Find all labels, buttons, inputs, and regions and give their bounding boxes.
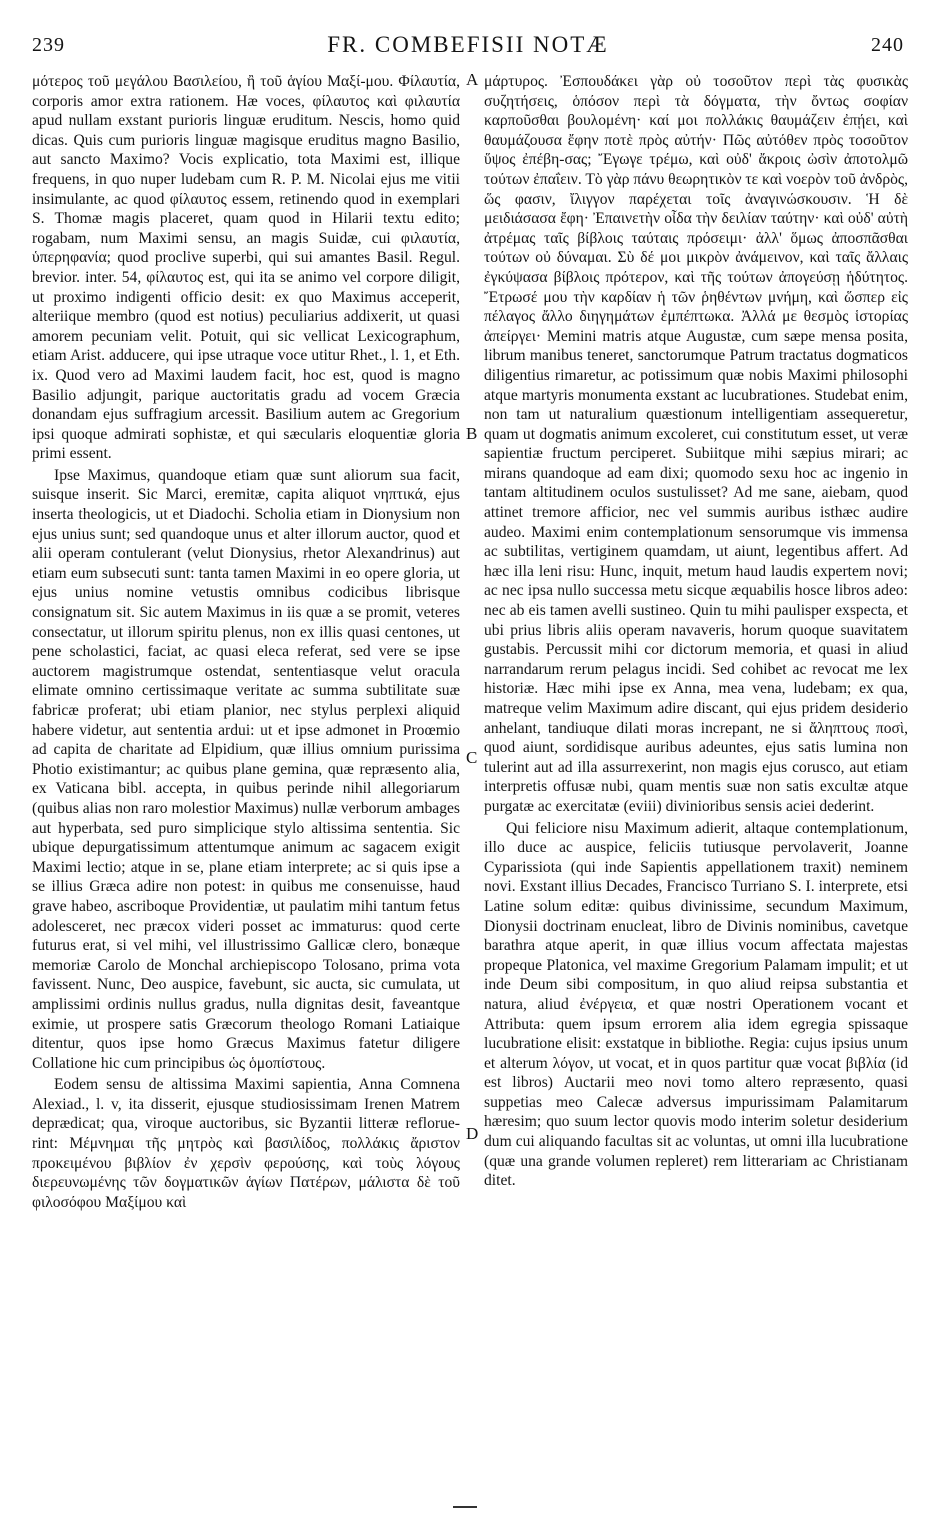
left-column (32, 72, 460, 1482)
margin-letter-a: A (466, 70, 479, 89)
page-number-right: 240 (871, 34, 904, 56)
margin-letter-c: C (466, 748, 478, 767)
left-paragraph: Eodem sensu de altissima Maximi sapientia, Anna Comnena Alexiad., l. v, ita disserit, ejusque studiosissimam Irenen Matrem deprædicat; qua, viroque auctoribus, sic Byzantii litteræ reflorue-rint: Μέμνημαι τῆς μητρὸς καὶ βασιλίδος, πολλάκις ἄριστον προκειμένου βιβλίον ἐν χερσὶν φερούσης, καὶ τοὺς λόγους διερευνωμένης τῶν δογματικῶν ἁγίων Πατέρων, μάλιστα δὲ τοῦ φιλοσόφου Μαξίμου καὶ (32, 1076, 460, 1211)
right-column (484, 72, 908, 1482)
right-paragraph: Qui feliciore nisu Maximum adierit, altaque contemplationum, illo duce ac auspice, feliciis tutiusque pervolaverit, Joanne Cyparissiota (qui inde Sapientis appellationem traxit) neminem novi. Exstant illius Decades, Francisco Turriano S. I. interprete, etsi Latine solum editæ: quibus divinissime, secundum Maximum, Dionysii doctrinam enucleat, libro de Divinis nominibus, cavetque barathra atque aperit, in quæ illius vocum affectata majestas propeque Platonica, vel maxime Gregorium Palamam impulit; et ut inde Deum sibi compositum, in quo aliud reipsa substantia et natura, aliud ἐνέργεια, et quæ nostri Operationem vocant et Attributa: quem ipsum errorem alia idem egregia spissaque lucubratione elisit: exstatque in bibliothe. Regia: cujus ipsius unum et alterum λόγον, ut vocat, et in quos partitur quæ vocat βιβλία (id est libros) Auctarii meo novi tomo altero repræsento, quasi suppetias meo Calecæ adversus impurissimam Palamitarum hæresim; quo suum lector quovis modo interim soletur desiderium dum cui aliquando facultas sit ac voluntas, ut omni illa lucubratione (quæ una grande volumen repleret) rem litterariam ac Christianam ditet. (484, 819, 908, 1190)
running-title: FR. COMBEFISII NOTÆ (327, 32, 609, 57)
right-paragraph: μάρτυρος. Ἐσπουδάκει γὰρ οὐ τοσοῦτον περὶ τὰς φυσικὰς συζητήσεις, ὁπόσον περὶ τὰ δόγματα, τὴν ὄντως σοφίαν καρποῦσθαι βουλομένη· καί μοι πολλάκις θαυμάζειν ἐπῄει, καὶ θαυμάζουσα ἔφην ποτὲ πρὸς αὐτήν· Πῶς αὐτόθεν πρὸς τοσοῦτον ὕψος ἐπέβη-σας; Ἔγωγε τρέμω, καὶ οὐδ' ἄκροις ὠσὶν ἀποτολμῶ τούτων ἐπαΐειν. Τὸ γὰρ πάνυ θεωρητικὸν τε καὶ νοερὸν τοῦ ἀνδρὸς, ὥς φασιν, ἴλιγγον παρέχεται τοῖς ἀναγινώσκουσιν. Ἡ δὲ μειδιάσασα ἔφη· Ἐπαινετὴν οἶδα τὴν δειλίαν ταύτην· καὶ οὐδ' αὐτὴ ἀτρέμας ταῖς βίβλοις ταύταις πρόσειμι· ἀλλ' ὅμως ἀποσπᾶσθαι τούτων οὐ δύναμαι. Σὺ δέ μοι μικρὸν ἀνάμεινον, καὶ ταῖς ἄλλαις ἐγκύψασα βίβλοις πρότερον, καὶ τῆς τούτων ἀπογεύσῃ ἡδύτητος. Ἔτρωσέ μου τὴν καρδίαν ἡ τῶν ῥηθέντων μνήμη, καὶ ὥσπερ εἰς πέλαγος ἄλλο διηγημάτων ἐμπέπτωκα. Ἀλλά με θεσμὸς ἱστορίας ἀπείργει· Memini matris atque Augustæ, cum sæpe mensa posita, librum manibus teneret, sanctorumque Patrum tractatus dogmaticos diligentius rimaretur, ac potissimum quæ nobis Maximi philosophi atque martyris monumenta exstant ac lucubrationes. Studebat enim, non tam ut naturalium quæstionum intelligentiam assequeretur, quam ut dogmatis animum excoleret, cui constitutum esset, ut veræ sapientiæ fructum perciperet. Subiitque mihi sæpius mirari; ac mirans quandoque ad eam dixi; quomodo sexu hoc ac ingenio in tantam altitudinem oculos sustulisset? Ad me sane, aiebam, quod attinet tremore afficior, nec vel summis auribus isthæc audire audeo. Maximi enim contemplationum sensorumque vis immensa ac subtilitas, vertiginem quamdam, ut aiunt, legentibus affert. Ad hæc illa leni risu: Hunc, inquit, metum haud laudis expertem novi; ac nec ipsa nullo successa metu sicque æquabilis hosce libros adeo: nec ab eis tamen avelli sustineo. Quin tu mihi paulisper exspecta, et ubi prius libris aliis operam navaveris, horum quoque suavitatem gustabis. Percussit mihi cor dictorum memoria, et quasi in aliud narrandarum rerum pelagus incidi. Sed cohibet ac revocat me lex historiæ. Hæc mihi ipse ex Anna, mea vena, ludebam; ex qua, matreque velim Maximum adire discant, qui ejus pridem desiderio anhelant, tandiuque dilati moras increpant, ne si ἄληπτους ποσὶ, quod aiunt, sordidisque auribus adeuntes, ejus satis lumina non tulerint aut ad illa assurrexerint, non magis ejus corusco, aut etiam interpretis offusæ nubi, quam mentis suæ non satis excultæ atque purgatæ ac exercitatæ (eviii) divinioribus sensis aciei dederint. (484, 73, 908, 815)
running-header (32, 30, 904, 66)
margin-letter-b: B (466, 424, 478, 443)
left-paragraph: Ipse Maximus, quandoque etiam quæ sunt aliorum sua facit, suisque inserit. Sic Marci, eremitæ, capita aliquot νηπτικά, ejus inserta theologicis, ut et Diadochi. Scholia etiam in Dionysium non ejus unius sunt; sed quandoque unus et alter illorum auctor, quod et alii operam contulerant (velut Dionysius, rhetor Alexandrinus) aut etiam eum subsecuti sunt: tanta tamen Maximi in eo opere gloria, ut ejus unius nomine vetustis omnibus codicibus librisque consignatum sit. Sic autem Maximus in iis quæ a se promit, veteres consectatur, ut illorum spiritu plenus, non ex illis quasi centones, ut pene scholastici, faciat, ac quasi eleca referat, sed vere se ipse auctorem magistrumque ostendat, sententiasque velut oracula elimate omnino certissimaque veritate ac summa subtilitate suæ fabricæ proferat; ubi etiam planior, nec stylus perplexi aliquid habere videtur, aut sententia ardui: ut et ipse admonet in Proœmio ad capita de charitate ad Elpidium, quæ illius omnium purissima Photio existimantur; ac quibus plane gemina, quæ repræsento alia, ex Vaticana bibl. accepta, in quibus perinde nihil allegoriarum (quibus alias non raro molestior Maximus) nullæ verborum ambages aut hyperbata, sed puro simplicique stylo altissima sententia. Sic ubique depurgatissimum attentumque animum ac sagacem exigit Maximi lectio; atque in se, plane etiam interprete; ac si quis ipse a se illius Græca adire non potest: in quibus me consenuisse, haud grave habeo, ascriboque Providentiæ, ut paulatim mihi tantum fetus adolesceret, nec præcox videri posset ac immaturus: quod certe futurus erat, si vel mihi, vel illustrissimo Gallicæ clero, bonæque memoriæ Carolo de Monchal archiepiscopo Tolosano, prima vota favissent. Nunc, Deo auspice, favebunt, sic aucta, sic cumulata, ut amplissimi ordinis nullus gradus, nulla dignitas desit, faveantque eximie, ut prospere satis Græcorum theologo Romani Latiaique ditentur, quos ipse homo Græcus Maximus fatetur diligere Collatione hic cum principibus ὡς ὁμοπίστους. (32, 466, 460, 1072)
page-number-left: 239 (32, 34, 65, 56)
margin-letter-d: D (466, 1124, 479, 1143)
left-paragraph: μότερος τοῦ μεγάλου Βασιλείου, ἢ τοῦ ἁγίου Μαξί-μου. Φίλαυτία, corporis amor extra rationem. Hæ voces, φίλαυτος καὶ φιλαυτία apud nullam exstant purioris linguæ eruditum. Nescis, homo quid dicas. Quis cum purioris linguæ magisque eruditus magno Basilio, aut sancto Maximo? Vocis explicatio, tota Maximi est, illique frequens, in quo nuper ludebam cum R. P. M. Nicolai ejus me vitii insimulante, ac quod φίλαυτος essem, retinendo quod in exemplari S. Thomæ magis placeret, quam quod in Hilarii textu edito; rogabam, num Maximi sensu, an magis Suidæ, cui φιλαυτία, ὑπερηφανία; quod proclive superbi, qui sui amantes Basil. Regul. brevior. inter. 54, φίλαυτος est, qui ita se animo vel corpore diligit, ut proximo indigenti officio desit: ex quo Maximus acceperit, alteriique membro (quod est notius) peculiarius addixerit, ut quasi amorem pecuniam velit. Potuit, qui sic vellicat Lexicographum, etiam Arist. adducere, qui ipse utraque voce utitur Rhet., l. 1, et Eth. ix. Quod vero ad Maximi laudem facit, hoc est, quod is magno Basilio adjungit, parique auctoritatis gradu ad vocem Græcia donandam ejus suffragium arcessit. Basilium autem ac Gregorium ipsi quoque admirati sophistæ, et qui sæcularis eloquentiæ gloria primi essent. (32, 73, 460, 463)
footer-rule (453, 1506, 477, 1508)
